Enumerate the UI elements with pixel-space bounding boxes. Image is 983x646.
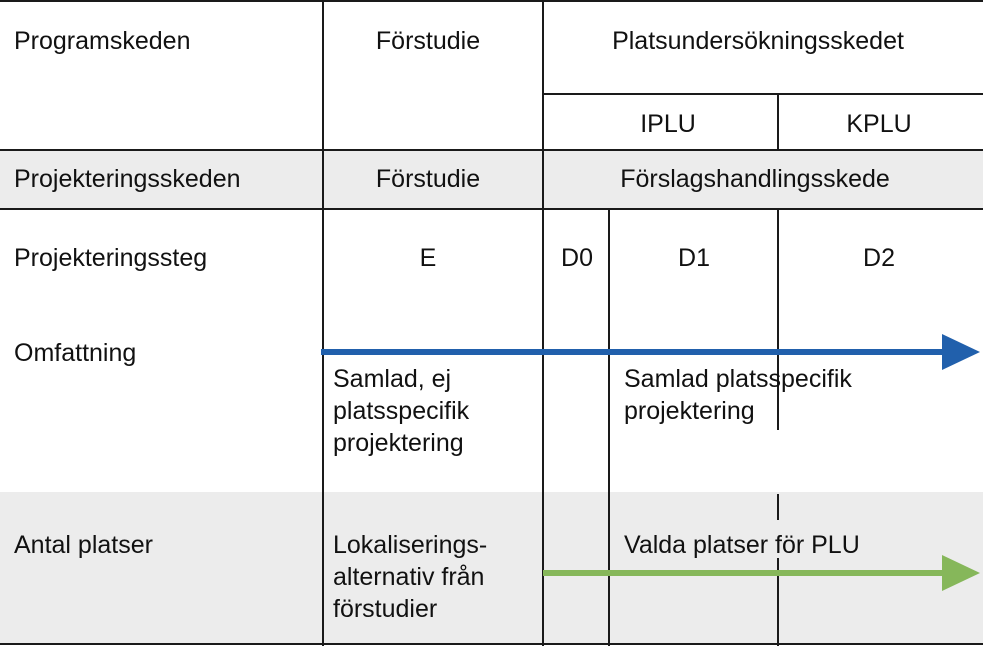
step-d1: D1 — [678, 244, 710, 272]
programskeden-label: Programskeden — [14, 27, 191, 55]
iplu-header: IPLU — [640, 110, 696, 138]
program-forstudie: Förstudie — [375, 27, 481, 55]
forslagshandlingsskede: Förslagshandlingsskede — [620, 165, 890, 193]
antal-platser-arrowhead — [942, 555, 980, 591]
projekteringsskeden-forstudie: Förstudie — [375, 165, 481, 193]
step-d0: D0 — [561, 244, 593, 272]
platsundersokning-header: Platsundersökningsskedet — [612, 27, 904, 55]
step-d2: D2 — [863, 244, 895, 272]
kplu-header: KPLU — [846, 110, 912, 138]
step-e: E — [419, 244, 437, 272]
antal-platser-label: Antal platser — [14, 531, 153, 559]
antal-platser-plu-text: Valda platser för PLU — [624, 531, 860, 559]
omfattning-plu-text: Samlad platsspecifik projektering — [624, 365, 852, 425]
omfattning-forstudie-text: Samlad, ej platsspecifik projektering — [333, 365, 470, 457]
antal-platser-forstudie-text: Lokaliserings- alternativ från förstudier — [333, 531, 488, 623]
projekteringsskeden-label: Projekteringsskeden — [14, 165, 241, 193]
omfattning-arrowhead — [942, 334, 980, 370]
projekteringssteg-label: Projekteringssteg — [14, 244, 208, 272]
omfattning-label: Omfattning — [14, 339, 137, 367]
